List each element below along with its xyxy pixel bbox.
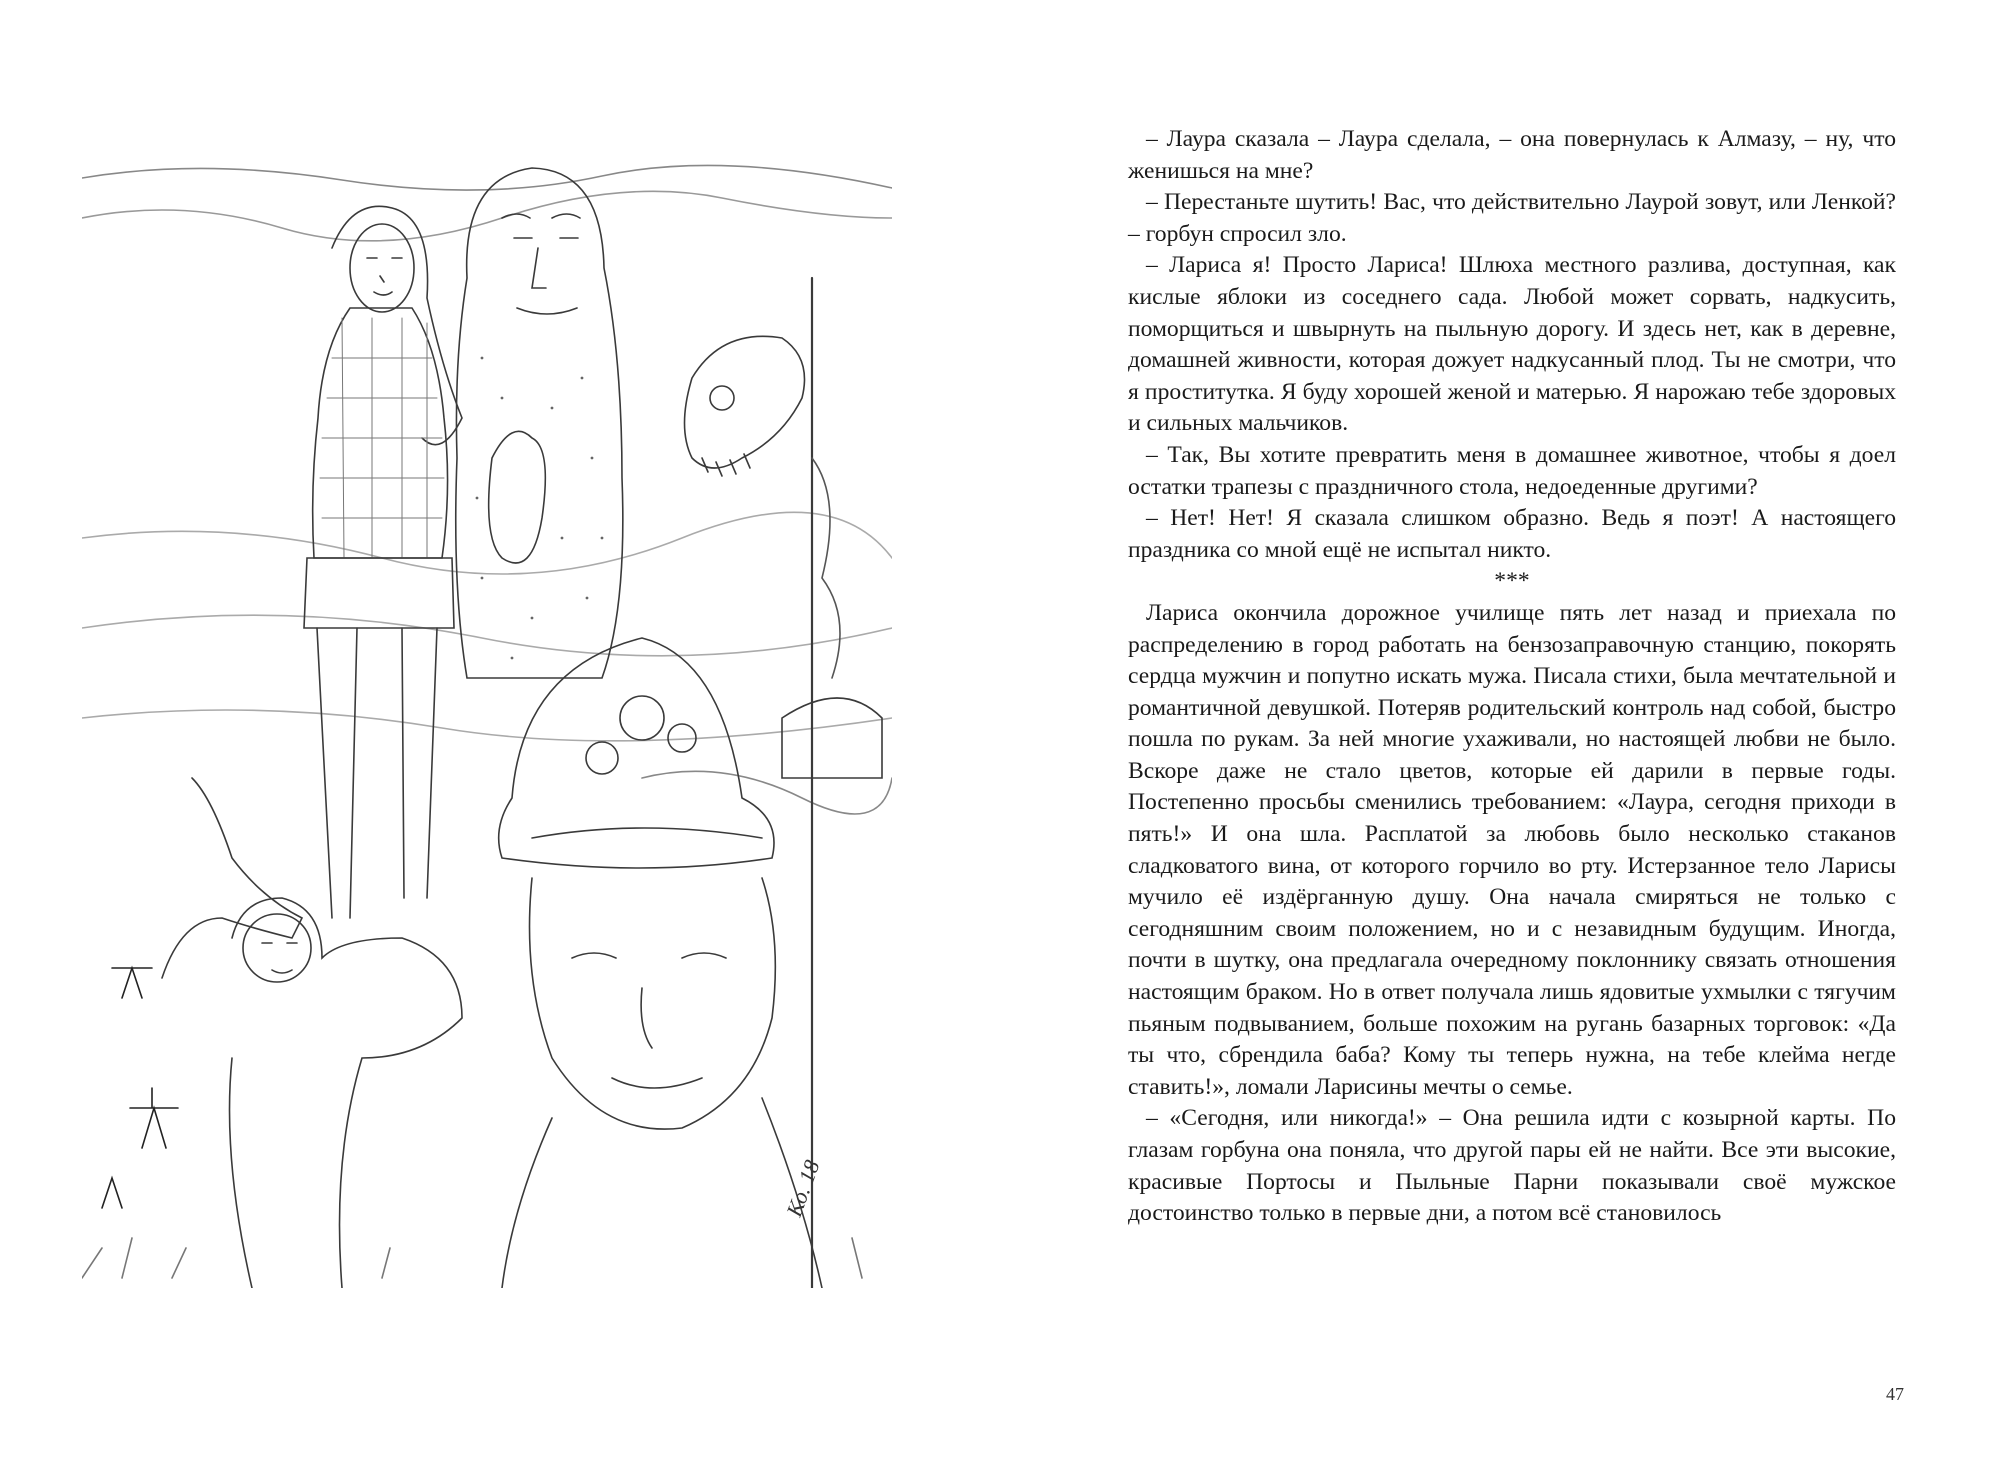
pen-ink-illustration [82, 158, 892, 1288]
paragraph: Лариса окончила дорожное училище пять лет назад и приехала по распределению в город работать на бензозаправочную станцию, покорять сердца мужчин и попутно искать мужа. Писала стихи, была мечтательной и романтичной девушкой. Потеряв родительский контроль над собой, быстро пошла по рукам. За ней многие ухаживали, но настоящей любви не было. Вскоре даже не стало цветов, которые ей дарили в первые годы. Постепенно просьбы сменились требованием: «Лаура, сегодня приходи в пять!» И она шла. Расплатой за любовь было несколько стаканов сладковатого вина, от которого горчило во рту. Истерзанное тело Ларисы мучило её издёрганную душу. Она начала смиряться не только с сегодняшним своим положением, но и с незавидным будущим. Иногда, почти в шутку, она предлагала очередному поклоннику связать отношения настоящим браком. Но в ответ получала лишь ядовитые ухмылки с тягучим пьяным подвыванием, больше похожим на ругань базарных торговок: «Да ты что, сбрендила баба? Кому ты теперь нужна, на тебе клейма негде ставить!», ломали Ларисины мечты о семье. [1128, 599, 1896, 1100]
horse-skull [685, 336, 805, 468]
paragraph: – Нет! Нет! Я сказала слишком образно. Ведь я поэт! А настоящего праздника со мной ещё не испытал никто. [1128, 505, 1896, 563]
section-separator: *** [1494, 568, 1530, 595]
paragraph: – «Сегодня, или никогда!» – Она решила идти с козырной карты. По глазам горбуна она поняла, что другой пары ей не найти. Все эти высокие, красивые Портосы и Пыльные Парни показывали своё мужское достоинство только в первые дни, а потом всё становилось [1128, 1105, 1896, 1227]
deer-figure [162, 778, 302, 978]
paragraph: – Лаура сказала – Лаура сделала, – она повернулась к Алмазу, – ну, что женишься на мне? [1128, 126, 1896, 184]
page-text [1128, 124, 1896, 1230]
page-number: 47 [1886, 1384, 1904, 1404]
stone-idol [456, 168, 623, 678]
paragraph: – Так, Вы хотите превратить меня в домашнее животное, чтобы я доел остатки трапезы с праздничного стола, недоеденные другими? [1128, 441, 1896, 500]
hunchback-figure [232, 898, 462, 1288]
paragraph: – Лариса я! Просто Лариса! Шлюха местного разлива, доступная, как кислые яблоки из соседнего сада. Любой может сорвать, надкусить, поморщиться и швырнуть на пыльную дорогу. И здесь нет, как в деревне, домашней живности, которая дожует надкусанный плод. Ты не смотри, что я проститутка. Я буду хорошей женой и матерью. Я нарожаю тебе здоровых и сильных мальчиков. [1128, 252, 1896, 437]
illustration-drawing [82, 158, 892, 1288]
paragraph: – Перестаньте шутить! Вас, что действительно Лаурой зовут, или Ленкой? – горбун спросил зло. [1128, 189, 1896, 247]
old-man-face [530, 878, 776, 1129]
artist-signature: Ко. 18 [781, 1156, 825, 1220]
yurt [782, 698, 882, 778]
right-page [1000, 0, 2000, 1470]
